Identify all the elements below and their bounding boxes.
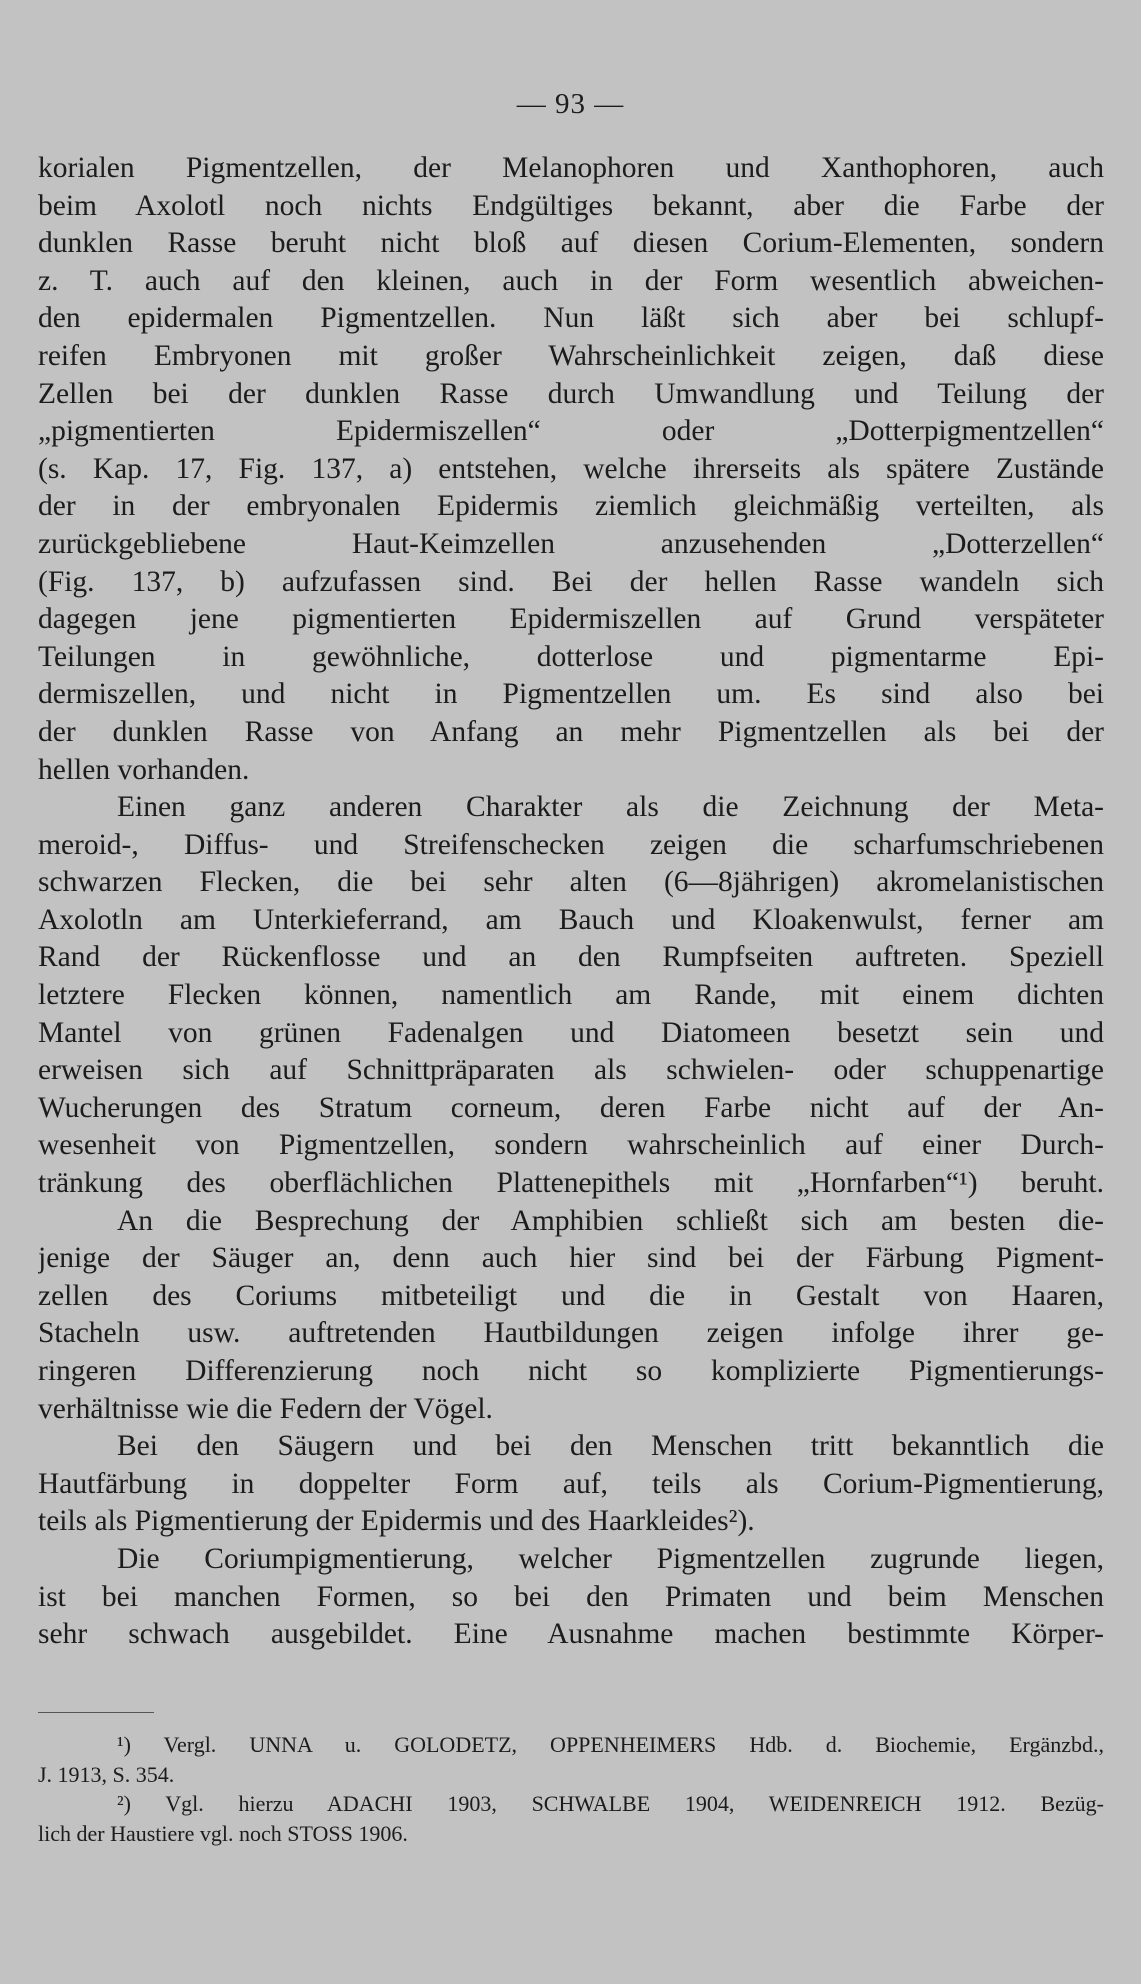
text-line: (Fig. 137, b) aufzufassen sind. Bei der hellen Rasse wandeln sich <box>38 565 1104 598</box>
text-line: meroid-, Diffus- und Streifenschecken zeigen die scharfumschriebenen <box>38 828 1104 861</box>
text-line: korialen Pigmentzellen, der Melanophoren und Xanthophoren, auch <box>38 152 1104 184</box>
footnote-line: lich der Haustiere vgl. noch STOSS 1906. <box>38 1820 408 1846</box>
text-line: Die Coriumpigmentierung, welcher Pigmentzellen zugrunde liegen, <box>117 1542 1104 1575</box>
text-line: Einen ganz anderen Charakter als die Zeichnung der Meta- <box>117 791 1104 824</box>
text-line: schwarzen Flecken, die bei sehr alten (6—8jährigen) akromelanistischen <box>38 866 1104 899</box>
body-text <box>38 150 1104 1654</box>
text-line: dermiszellen, und nicht in Pigmentzellen um. Es sind also bei <box>38 678 1104 711</box>
text-line: zurückgebliebene Haut-Keimzellen anzusehenden „Dotterzellen“ <box>38 527 1104 560</box>
text-line: dunklen Rasse beruht nicht bloß auf diesen Corium-Elementen, sondern <box>38 227 1104 260</box>
text-line: der dunklen Rasse von Anfang an mehr Pigmentzellen als bei der <box>38 715 1104 748</box>
text-line: beim Axolotl noch nichts Endgültiges bekannt, aber die Farbe der <box>38 189 1104 222</box>
text-line: (s. Kap. 17, Fig. 137, a) entstehen, welche ihrerseits als spätere Zustände <box>38 452 1104 485</box>
text-line: Axolotln am Unterkieferrand, am Bauch und Kloakenwulst, ferner am <box>38 903 1104 936</box>
text-line: hellen vorhanden. <box>38 753 250 786</box>
text-line: Wucherungen des Stratum corneum, deren Farbe nicht auf der An- <box>38 1091 1104 1124</box>
text-line: tränkung des oberflächlichen Plattenepithels mit „Hornfarben“¹) beruht. <box>38 1167 1104 1200</box>
text-line: den epidermalen Pigmentzellen. Nun läßt sich aber bei schlupf- <box>38 302 1104 335</box>
text-line: wesenheit von Pigmentzellen, sondern wahrscheinlich auf einer Durch- <box>38 1129 1104 1162</box>
footnotes <box>38 1730 1104 1848</box>
text-line: Teilungen in gewöhnliche, dotterlose und pigmentarme Epi- <box>38 640 1104 673</box>
text-line: dagegen jene pigmentierten Epidermiszellen auf Grund verspäteter <box>38 603 1104 636</box>
text-line: reifen Embryonen mit großer Wahrscheinlichkeit zeigen, daß diese <box>38 339 1104 372</box>
footnote-divider <box>38 1712 154 1713</box>
text-line: jenige der Säuger an, denn auch hier sind bei der Färbung Pigment- <box>38 1242 1104 1275</box>
page-number: — 93 — <box>516 88 625 120</box>
text-line: der in der embryonalen Epidermis ziemlich gleichmäßig verteilten, als <box>38 490 1104 523</box>
text-line: Zellen bei der dunklen Rasse durch Umwandlung und Teilung der <box>38 377 1104 410</box>
footnote-line: ¹) Vergl. UNNA u. GOLODETZ, OPPENHEIMERS Hdb. d. Biochemie, Ergänzbd., <box>117 1732 1104 1757</box>
footnote-line: ²) Vgl. hierzu ADACHI 1903, SCHWALBE 1904, WEIDENREICH 1912. Bezüg- <box>117 1791 1104 1816</box>
text-line: Bei den Säugern und bei den Menschen tritt bekanntlich die <box>117 1430 1104 1463</box>
text-line: ist bei manchen Formen, so bei den Primaten und beim Menschen <box>38 1580 1104 1613</box>
text-line: letztere Flecken können, namentlich am Rande, mit einem dichten <box>38 979 1104 1012</box>
text-line: Hautfärbung in doppelter Form auf, teils als Corium-Pigmentierung, <box>38 1467 1104 1500</box>
footnote-line: J. 1913, S. 354. <box>38 1761 175 1787</box>
text-line: z. T. auch auf den kleinen, auch in der Form wesentlich abweichen- <box>38 264 1104 297</box>
text-line: Rand der Rückenflosse und an den Rumpfseiten auftreten. Speziell <box>38 941 1104 974</box>
text-line: sehr schwach ausgebildet. Eine Ausnahme machen bestimmte Körper- <box>38 1618 1104 1651</box>
text-line: Mantel von grünen Fadenalgen und Diatomeen besetzt sein und <box>38 1016 1104 1049</box>
text-line: „pigmentierten Epidermiszellen“ oder „Dotterpigmentzellen“ <box>38 415 1104 448</box>
text-line: teils als Pigmentierung der Epidermis und des Haarkleides²). <box>38 1505 755 1538</box>
text-line: Stacheln usw. auftretenden Hautbildungen zeigen infolge ihrer ge- <box>38 1317 1104 1350</box>
text-line: erweisen sich auf Schnittpräparaten als schwielen- oder schuppenartige <box>38 1054 1104 1087</box>
text-line: verhältnisse wie die Federn der Vögel. <box>38 1392 493 1425</box>
text-line: An die Besprechung der Amphibien schließt sich am besten die- <box>117 1204 1104 1237</box>
text-line: ringeren Differenzierung noch nicht so komplizierte Pigmentierungs- <box>38 1355 1104 1387</box>
text-line: zellen des Coriums mitbeteiligt und die in Gestalt von Haaren, <box>38 1279 1104 1312</box>
